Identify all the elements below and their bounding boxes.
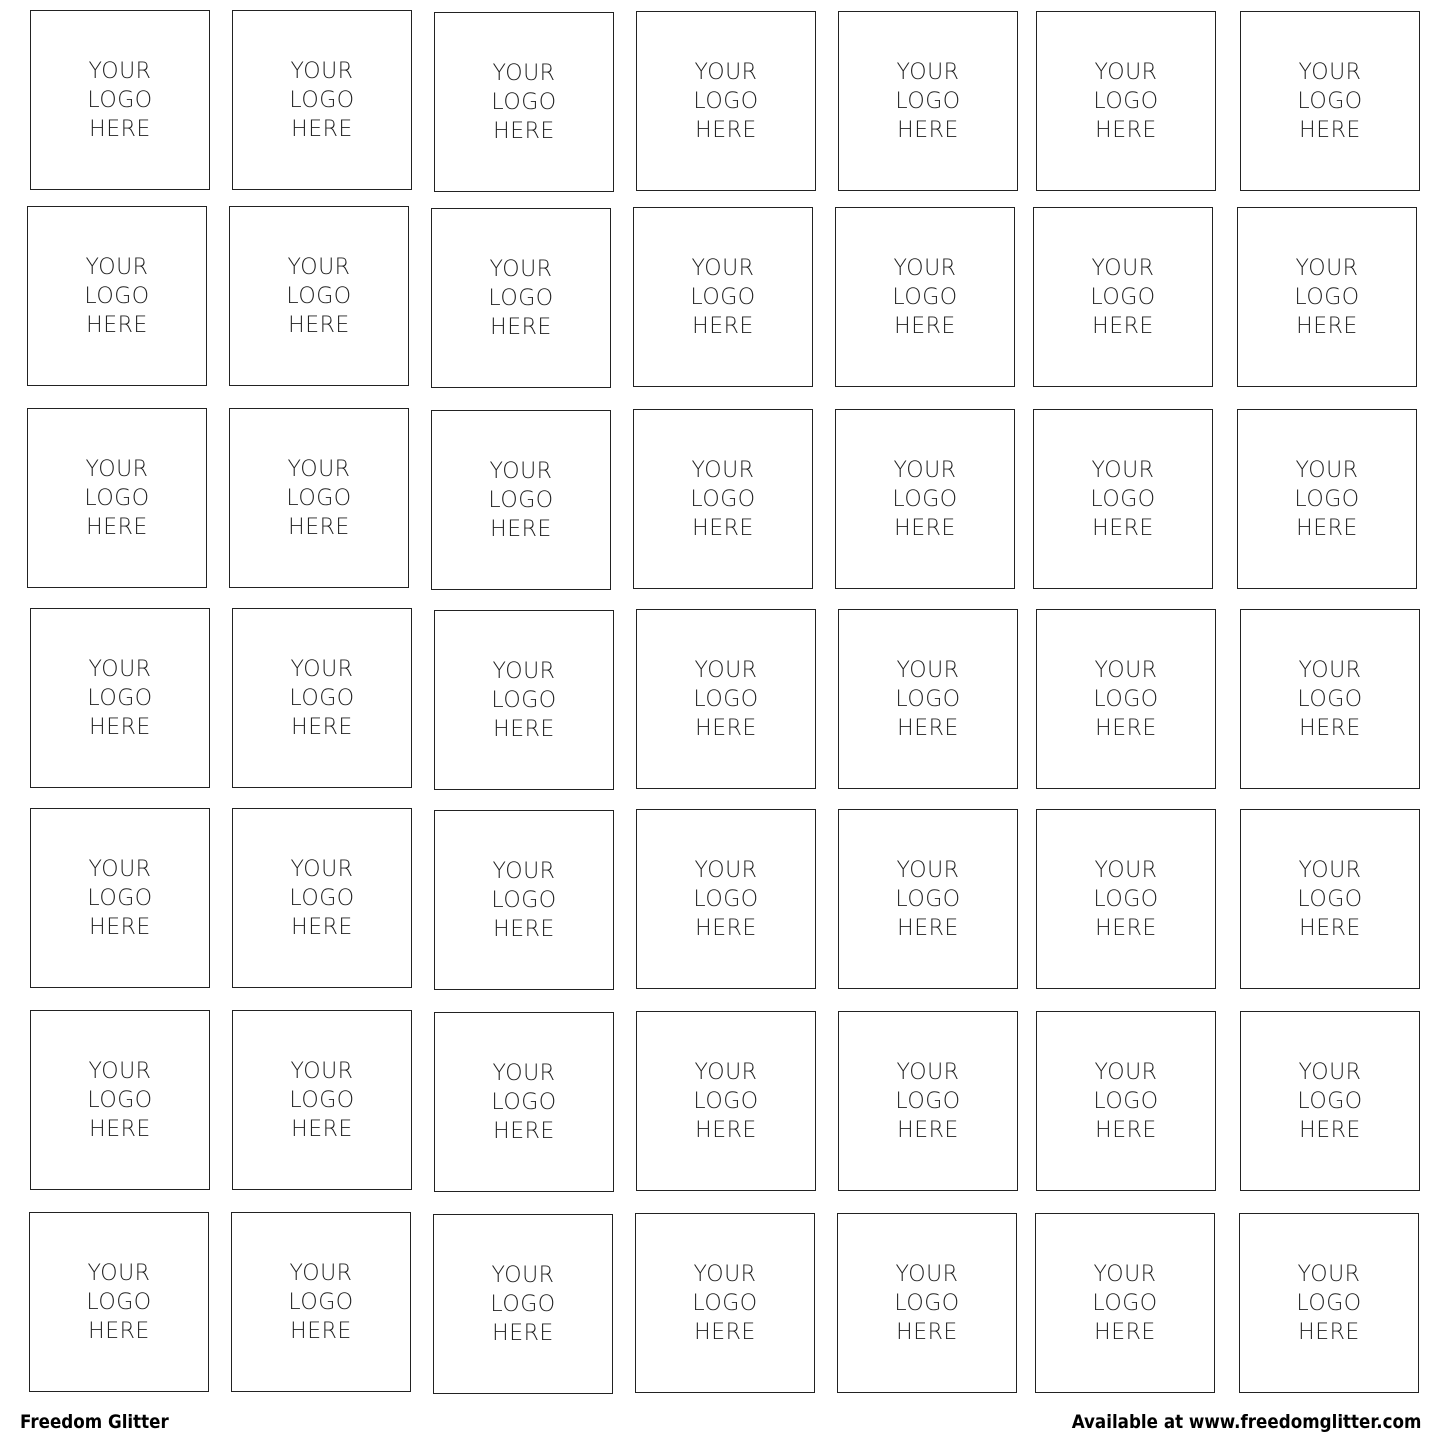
logo-placeholder-text <box>1092 1260 1157 1347</box>
logo-placeholder-box <box>835 409 1015 589</box>
logo-placeholder-text <box>87 1057 152 1144</box>
logo-placeholder-line: HERE <box>896 1319 958 1345</box>
logo-placeholder-line: HERE <box>89 714 151 740</box>
logo-placeholder-line: YOUR <box>290 1058 354 1084</box>
logo-placeholder-line: LOGO <box>488 487 554 513</box>
logo-placeholder-line: YOUR <box>290 856 354 882</box>
logo-placeholder-line: HERE <box>1296 313 1358 339</box>
logo-placeholder-line: LOGO <box>690 486 756 512</box>
brand-label: Freedom Glitter <box>20 1411 169 1433</box>
logo-placeholder-text <box>690 254 755 341</box>
logo-placeholder-line: YOUR <box>1295 457 1359 483</box>
logo-placeholder-text <box>693 656 758 743</box>
logo-placeholder-text <box>490 1261 555 1348</box>
logo-placeholder-box <box>838 1011 1018 1191</box>
logo-placeholder-box <box>1036 809 1216 989</box>
logo-placeholder-box <box>1033 207 1213 387</box>
logo-placeholder-text <box>491 1059 556 1146</box>
logo-placeholder-line: LOGO <box>693 686 759 712</box>
logo-placeholder-line: LOGO <box>1093 686 1159 712</box>
logo-placeholder-line: LOGO <box>84 283 150 309</box>
logo-placeholder-line: YOUR <box>290 58 354 84</box>
logo-placeholder-box <box>636 11 816 191</box>
logo-placeholder-box <box>1036 11 1216 191</box>
logo-placeholder-box <box>232 608 412 788</box>
logo-placeholder-text <box>286 455 351 542</box>
logo-placeholder-line: LOGO <box>1294 284 1360 310</box>
logo-placeholder-box <box>434 1012 614 1192</box>
logo-placeholder-box <box>232 808 412 988</box>
logo-placeholder-line: LOGO <box>87 1087 153 1113</box>
logo-placeholder-line: HERE <box>1296 515 1358 541</box>
logo-placeholder-line: HERE <box>897 915 959 941</box>
logo-placeholder-line: YOUR <box>1091 457 1155 483</box>
logo-placeholder-line: LOGO <box>490 1291 556 1317</box>
logo-placeholder-text <box>894 1260 959 1347</box>
logo-placeholder-line: YOUR <box>289 1260 353 1286</box>
logo-placeholder-line: LOGO <box>1294 486 1360 512</box>
logo-placeholder-line: YOUR <box>1094 59 1158 85</box>
logo-placeholder-line: YOUR <box>1298 657 1362 683</box>
logo-placeholder-text <box>491 857 556 944</box>
logo-placeholder-line: LOGO <box>690 284 756 310</box>
logo-placeholder-box <box>431 410 611 590</box>
logo-placeholder-line: HERE <box>1095 715 1157 741</box>
logo-placeholder-line: YOUR <box>691 255 755 281</box>
logo-placeholder-line: LOGO <box>692 1290 758 1316</box>
logo-placeholder-text <box>289 655 354 742</box>
logo-placeholder-text <box>1090 456 1155 543</box>
logo-placeholder-line: YOUR <box>1298 857 1362 883</box>
logo-placeholder-text <box>693 856 758 943</box>
logo-placeholder-line: YOUR <box>895 1261 959 1287</box>
logo-placeholder-text <box>693 1058 758 1145</box>
logo-placeholder-line: HERE <box>894 313 956 339</box>
logo-placeholder-line: LOGO <box>894 1290 960 1316</box>
logo-placeholder-text <box>895 856 960 943</box>
logo-placeholder-text <box>1297 856 1362 943</box>
logo-placeholder-line: HERE <box>291 714 353 740</box>
logo-placeholder-line: LOGO <box>1297 886 1363 912</box>
logo-placeholder-box <box>434 810 614 990</box>
logo-placeholder-line: YOUR <box>491 1262 555 1288</box>
logo-placeholder-box <box>1240 809 1420 989</box>
logo-placeholder-line: HERE <box>1299 117 1361 143</box>
logo-placeholder-line: LOGO <box>289 685 355 711</box>
logo-placeholder-line: LOGO <box>491 887 557 913</box>
logo-placeholder-text <box>892 456 957 543</box>
logo-placeholder-text <box>892 254 957 341</box>
logo-placeholder-line: HERE <box>89 1116 151 1142</box>
logo-placeholder-line: LOGO <box>1093 886 1159 912</box>
logo-placeholder-text <box>895 656 960 743</box>
logo-placeholder-line: YOUR <box>693 1261 757 1287</box>
logo-placeholder-box <box>232 1010 412 1190</box>
logo-placeholder-box <box>30 10 210 190</box>
logo-placeholder-line: HERE <box>1092 313 1154 339</box>
logo-placeholder-box <box>633 207 813 387</box>
logo-placeholder-line: HERE <box>288 312 350 338</box>
logo-placeholder-text <box>491 657 556 744</box>
logo-placeholder-box <box>837 1213 1017 1393</box>
logo-placeholder-line: YOUR <box>694 657 758 683</box>
logo-placeholder-text <box>87 655 152 742</box>
logo-placeholder-text <box>488 255 553 342</box>
logo-placeholder-line: YOUR <box>1094 857 1158 883</box>
logo-placeholder-box <box>1240 609 1420 789</box>
logo-placeholder-line: HERE <box>897 1117 959 1143</box>
logo-placeholder-line: LOGO <box>1297 686 1363 712</box>
logo-placeholder-line: LOGO <box>286 485 352 511</box>
logo-placeholder-box <box>232 10 412 190</box>
logo-placeholder-line: LOGO <box>1297 88 1363 114</box>
logo-placeholder-box <box>434 610 614 790</box>
logo-placeholder-line: YOUR <box>1091 255 1155 281</box>
logo-placeholder-line: LOGO <box>693 886 759 912</box>
logo-placeholder-line: HERE <box>493 716 555 742</box>
logo-placeholder-line: LOGO <box>1093 1088 1159 1114</box>
logo-placeholder-line: LOGO <box>86 1289 152 1315</box>
logo-placeholder-line: YOUR <box>896 1059 960 1085</box>
logo-placeholder-box <box>1240 11 1420 191</box>
logo-placeholder-line: LOGO <box>895 886 961 912</box>
logo-placeholder-line: HERE <box>89 914 151 940</box>
logo-placeholder-line: HERE <box>493 1118 555 1144</box>
logo-placeholder-line: LOGO <box>289 885 355 911</box>
logo-placeholder-line: HERE <box>1095 117 1157 143</box>
logo-placeholder-box <box>838 609 1018 789</box>
logo-placeholder-text <box>1294 456 1359 543</box>
logo-placeholder-text <box>1297 58 1362 145</box>
logo-placeholder-line: YOUR <box>1094 657 1158 683</box>
logo-placeholder-box <box>1239 1213 1419 1393</box>
logo-placeholder-box <box>30 1010 210 1190</box>
logo-placeholder-line: YOUR <box>85 456 149 482</box>
logo-placeholder-line: LOGO <box>491 1089 557 1115</box>
logo-placeholder-line: HERE <box>291 116 353 142</box>
logo-placeholder-box <box>636 609 816 789</box>
logo-placeholder-line: LOGO <box>289 87 355 113</box>
logo-placeholder-line: YOUR <box>88 656 152 682</box>
logo-placeholder-text <box>1294 254 1359 341</box>
logo-placeholder-line: HERE <box>490 314 552 340</box>
logo-placeholder-line: YOUR <box>896 59 960 85</box>
logo-placeholder-box <box>229 206 409 386</box>
logo-placeholder-line: YOUR <box>1093 1261 1157 1287</box>
logo-placeholder-text <box>286 253 351 340</box>
logo-placeholder-line: HERE <box>897 117 959 143</box>
logo-placeholder-box <box>1240 1011 1420 1191</box>
logo-placeholder-line: LOGO <box>84 485 150 511</box>
logo-placeholder-box <box>835 207 1015 387</box>
logo-placeholder-text <box>288 1259 353 1346</box>
logo-placeholder-text <box>692 1260 757 1347</box>
logo-placeholder-text <box>1093 856 1158 943</box>
logo-placeholder-text <box>86 1259 151 1346</box>
logo-placeholder-text <box>690 456 755 543</box>
logo-placeholder-line: HERE <box>894 515 956 541</box>
logo-placeholder-box <box>27 206 207 386</box>
logo-placeholder-box <box>636 809 816 989</box>
logo-placeholder-text <box>895 1058 960 1145</box>
logo-placeholder-line: LOGO <box>1090 486 1156 512</box>
logo-placeholder-line: HERE <box>1092 515 1154 541</box>
logo-placeholder-line: HERE <box>694 1319 756 1345</box>
logo-placeholder-line: HERE <box>492 1320 554 1346</box>
logo-placeholder-line: YOUR <box>1298 59 1362 85</box>
logo-placeholder-box <box>30 808 210 988</box>
logo-placeholder-line: HERE <box>695 915 757 941</box>
logo-placeholder-box <box>838 11 1018 191</box>
logo-placeholder-line: HERE <box>88 1318 150 1344</box>
logo-placeholder-line: YOUR <box>290 656 354 682</box>
logo-placeholder-line: YOUR <box>85 254 149 280</box>
logo-placeholder-text <box>1093 1058 1158 1145</box>
logo-placeholder-line: HERE <box>1095 1117 1157 1143</box>
logo-placeholder-text <box>289 855 354 942</box>
logo-placeholder-line: HERE <box>695 715 757 741</box>
logo-placeholder-line: LOGO <box>892 284 958 310</box>
logo-placeholder-line: YOUR <box>1298 1059 1362 1085</box>
logo-placeholder-line: LOGO <box>288 1289 354 1315</box>
website-label: Available at www.freedomglitter.com <box>1071 1411 1421 1433</box>
logo-placeholder-line: HERE <box>86 312 148 338</box>
logo-placeholder-line: LOGO <box>895 88 961 114</box>
logo-placeholder-line: LOGO <box>1297 1088 1363 1114</box>
logo-placeholder-box <box>635 1213 815 1393</box>
logo-placeholder-text <box>84 253 149 340</box>
logo-placeholder-line: YOUR <box>87 1260 151 1286</box>
logo-placeholder-box <box>633 409 813 589</box>
logo-placeholder-text <box>87 57 152 144</box>
logo-placeholder-line: LOGO <box>1296 1290 1362 1316</box>
logo-placeholder-box <box>231 1212 411 1392</box>
logo-placeholder-line: YOUR <box>1094 1059 1158 1085</box>
logo-placeholder-line: YOUR <box>694 1059 758 1085</box>
logo-placeholder-line: HERE <box>897 715 959 741</box>
logo-placeholder-text <box>1297 1058 1362 1145</box>
logo-placeholder-line: HERE <box>490 516 552 542</box>
logo-placeholder-line: HERE <box>1298 1319 1360 1345</box>
logo-placeholder-line: HERE <box>692 313 754 339</box>
logo-placeholder-text <box>289 57 354 144</box>
logo-placeholder-line: LOGO <box>286 283 352 309</box>
logo-placeholder-line: YOUR <box>896 857 960 883</box>
logo-placeholder-text <box>1093 656 1158 743</box>
logo-placeholder-line: LOGO <box>1090 284 1156 310</box>
logo-placeholder-box <box>1036 1011 1216 1191</box>
logo-placeholder-line: LOGO <box>1093 88 1159 114</box>
logo-placeholder-line: YOUR <box>893 457 957 483</box>
logo-placeholder-line: LOGO <box>488 285 554 311</box>
logo-placeholder-line: HERE <box>695 1117 757 1143</box>
logo-placeholder-box <box>434 12 614 192</box>
logo-placeholder-line: YOUR <box>287 456 351 482</box>
logo-placeholder-line: HERE <box>86 514 148 540</box>
logo-placeholder-line: HERE <box>1299 1117 1361 1143</box>
logo-placeholder-line: HERE <box>695 117 757 143</box>
logo-placeholder-text <box>1296 1260 1361 1347</box>
logo-placeholder-box <box>1237 409 1417 589</box>
logo-placeholder-line: HERE <box>1299 915 1361 941</box>
logo-placeholder-text <box>1093 58 1158 145</box>
logo-placeholder-line: YOUR <box>88 856 152 882</box>
logo-placeholder-line: LOGO <box>895 1088 961 1114</box>
logo-placeholder-line: YOUR <box>896 657 960 683</box>
logo-placeholder-line: LOGO <box>895 686 961 712</box>
logo-placeholder-line: YOUR <box>694 857 758 883</box>
logo-placeholder-line: YOUR <box>88 1058 152 1084</box>
logo-placeholder-text <box>87 855 152 942</box>
logo-placeholder-box <box>229 408 409 588</box>
logo-placeholder-text <box>693 58 758 145</box>
logo-placeholder-line: HERE <box>288 514 350 540</box>
logo-placeholder-line: HERE <box>291 914 353 940</box>
logo-placeholder-line: HERE <box>1299 715 1361 741</box>
logo-placeholder-line: YOUR <box>489 256 553 282</box>
logo-placeholder-line: YOUR <box>88 58 152 84</box>
logo-placeholder-text <box>289 1057 354 1144</box>
logo-placeholder-text <box>1090 254 1155 341</box>
logo-placeholder-line: LOGO <box>693 1088 759 1114</box>
logo-placeholder-line: LOGO <box>491 687 557 713</box>
logo-placeholder-line: LOGO <box>289 1087 355 1113</box>
logo-placeholder-line: HERE <box>493 916 555 942</box>
logo-placeholder-line: LOGO <box>892 486 958 512</box>
logo-placeholder-box <box>27 408 207 588</box>
logo-placeholder-line: YOUR <box>492 658 556 684</box>
logo-placeholder-box <box>1035 1213 1215 1393</box>
logo-placeholder-box <box>838 809 1018 989</box>
logo-placeholder-box <box>29 1212 209 1392</box>
logo-placeholder-line: YOUR <box>893 255 957 281</box>
logo-placeholder-line: YOUR <box>489 458 553 484</box>
logo-placeholder-box <box>1237 207 1417 387</box>
logo-placeholder-line: LOGO <box>1092 1290 1158 1316</box>
logo-placeholder-text <box>491 59 556 146</box>
logo-placeholder-line: YOUR <box>1297 1261 1361 1287</box>
logo-placeholder-line: LOGO <box>693 88 759 114</box>
logo-placeholder-box <box>1036 609 1216 789</box>
logo-placeholder-box <box>433 1214 613 1394</box>
logo-placeholder-line: HERE <box>290 1318 352 1344</box>
logo-placeholder-text <box>488 457 553 544</box>
logo-placeholder-line: HERE <box>1094 1319 1156 1345</box>
logo-placeholder-line: HERE <box>692 515 754 541</box>
logo-placeholder-box <box>30 608 210 788</box>
logo-placeholder-box <box>636 1011 816 1191</box>
logo-placeholder-line: HERE <box>291 1116 353 1142</box>
logo-placeholder-line: YOUR <box>287 254 351 280</box>
logo-placeholder-line: YOUR <box>691 457 755 483</box>
logo-placeholder-line: YOUR <box>1295 255 1359 281</box>
logo-placeholder-line: YOUR <box>492 858 556 884</box>
logo-placeholder-line: YOUR <box>492 60 556 86</box>
logo-placeholder-box <box>431 208 611 388</box>
logo-placeholder-line: LOGO <box>491 89 557 115</box>
logo-placeholder-line: LOGO <box>87 685 153 711</box>
logo-placeholder-box <box>1033 409 1213 589</box>
logo-placeholder-line: LOGO <box>87 885 153 911</box>
logo-placeholder-line: HERE <box>89 116 151 142</box>
logo-placeholder-line: HERE <box>1095 915 1157 941</box>
logo-placeholder-text <box>84 455 149 542</box>
logo-placeholder-line: YOUR <box>492 1060 556 1086</box>
logo-placeholder-line: HERE <box>493 118 555 144</box>
logo-placeholder-line: YOUR <box>694 59 758 85</box>
logo-placeholder-text <box>1297 656 1362 743</box>
logo-placeholder-text <box>895 58 960 145</box>
logo-placeholder-line: LOGO <box>87 87 153 113</box>
